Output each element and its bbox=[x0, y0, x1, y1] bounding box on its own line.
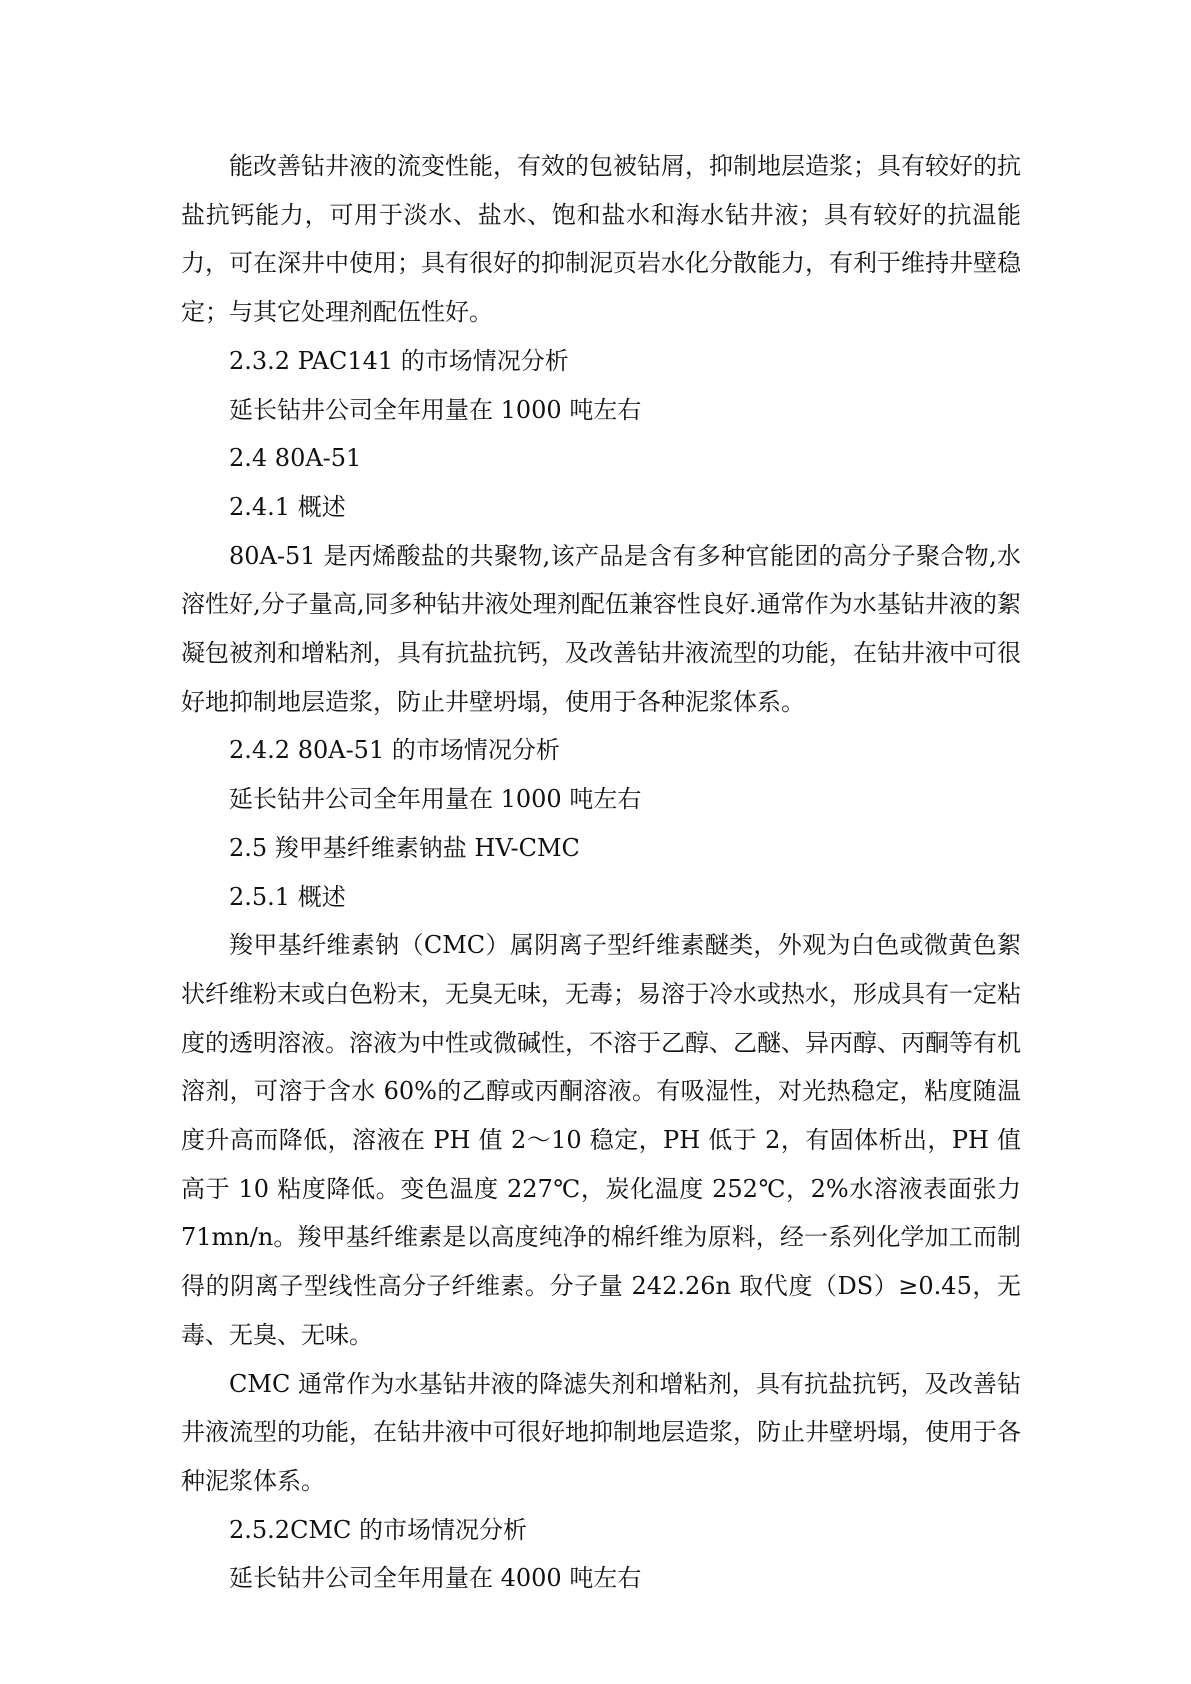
body-paragraph-usage-80a51: 延长钻井公司全年用量在 1000 吨左右 bbox=[229, 785, 642, 814]
section-heading-2-5-1: 2.5.1 概述 bbox=[229, 882, 346, 911]
document-body bbox=[181, 142, 1021, 1603]
body-paragraph-cmc-usage: CMC 通常作为水基钻井液的降滤失剂和增粘剂，具有抗盐抗钙，及改善钻井液流型的功能，在钻井液中可很好地抑制地层造浆，防止井壁坍塌，使用于各种泥浆体系。 bbox=[181, 1369, 1021, 1495]
body-paragraph-cmc-overview: 羧甲基纤维素钠（CMC）属阴离子型纤维素醚类，外观为白色或微黄色絮状纤维粉末或白色粉末，无臭无味，无毒；易溶于冷水或热水，形成具有一定粘度的透明溶液。溶液为中性或微碱性，不溶于乙醇、乙醚、异丙醇、丙酮等有机溶剂，可溶于含水 60%的乙醇或丙酮溶液。有吸湿性，对光热稳定，粘度随温度升高而降低，溶液在 PH 值 2～10 稳定，PH 低于 2，有固体析出，PH 值高于 10 粘度降低。变色温度 227℃，炭化温度 252℃，2%水溶液表面张力 71mn/n。羧甲基纤维素是以高度纯净的棉纤维为原料，经一系列化学加工而制得的阴离子型线性高分子纤维素。分子量 242.26n 取代度（DS）≥0.45，无毒、无臭、无味。 bbox=[181, 931, 1021, 1349]
body-paragraph-usage-cmc: 延长钻井公司全年用量在 4000 吨左右 bbox=[229, 1564, 642, 1593]
body-paragraph-80a51-overview: 80A-51 是丙烯酸盐的共聚物,该产品是含有多种官能团的高分子聚合物,水溶性好,分子量高,同多种钻井液处理剂配伍兼容性良好.通常作为水基钻井液的絮凝包被剂和增粘剂，具有抗盐抗钙，及改善钻井液流型的功能，在钻井液中可很好地抑制地层造浆，防止井壁坍塌，使用于各种泥浆体系。 bbox=[181, 541, 1021, 716]
section-heading-2-5-2: 2.5.2CMC 的市场情况分析 bbox=[229, 1515, 527, 1544]
section-heading-2-3-2: 2.3.2 PAC141 的市场情况分析 bbox=[229, 346, 569, 375]
section-heading-2-4-2: 2.4.2 80A-51 的市场情况分析 bbox=[229, 736, 560, 765]
body-paragraph-usage-pac141: 延长钻井公司全年用量在 1000 吨左右 bbox=[229, 395, 642, 424]
body-paragraph-intro: 能改善钻井液的流变性能，有效的包被钻屑，抑制地层造浆；具有较好的抗盐抗钙能力，可用于淡水、盐水、饱和盐水和海水钻井液；具有较好的抗温能力，可在深井中使用；具有很好的抑制泥页岩水化分散能力，有利于维持井壁稳定；与其它处理剂配伍性好。 bbox=[181, 152, 1021, 327]
section-heading-2-5: 2.5 羧甲基纤维素钠盐 HV-CMC bbox=[229, 833, 580, 862]
section-heading-2-4-1: 2.4.1 概述 bbox=[229, 492, 346, 521]
section-heading-2-4: 2.4 80A-51 bbox=[229, 444, 362, 473]
